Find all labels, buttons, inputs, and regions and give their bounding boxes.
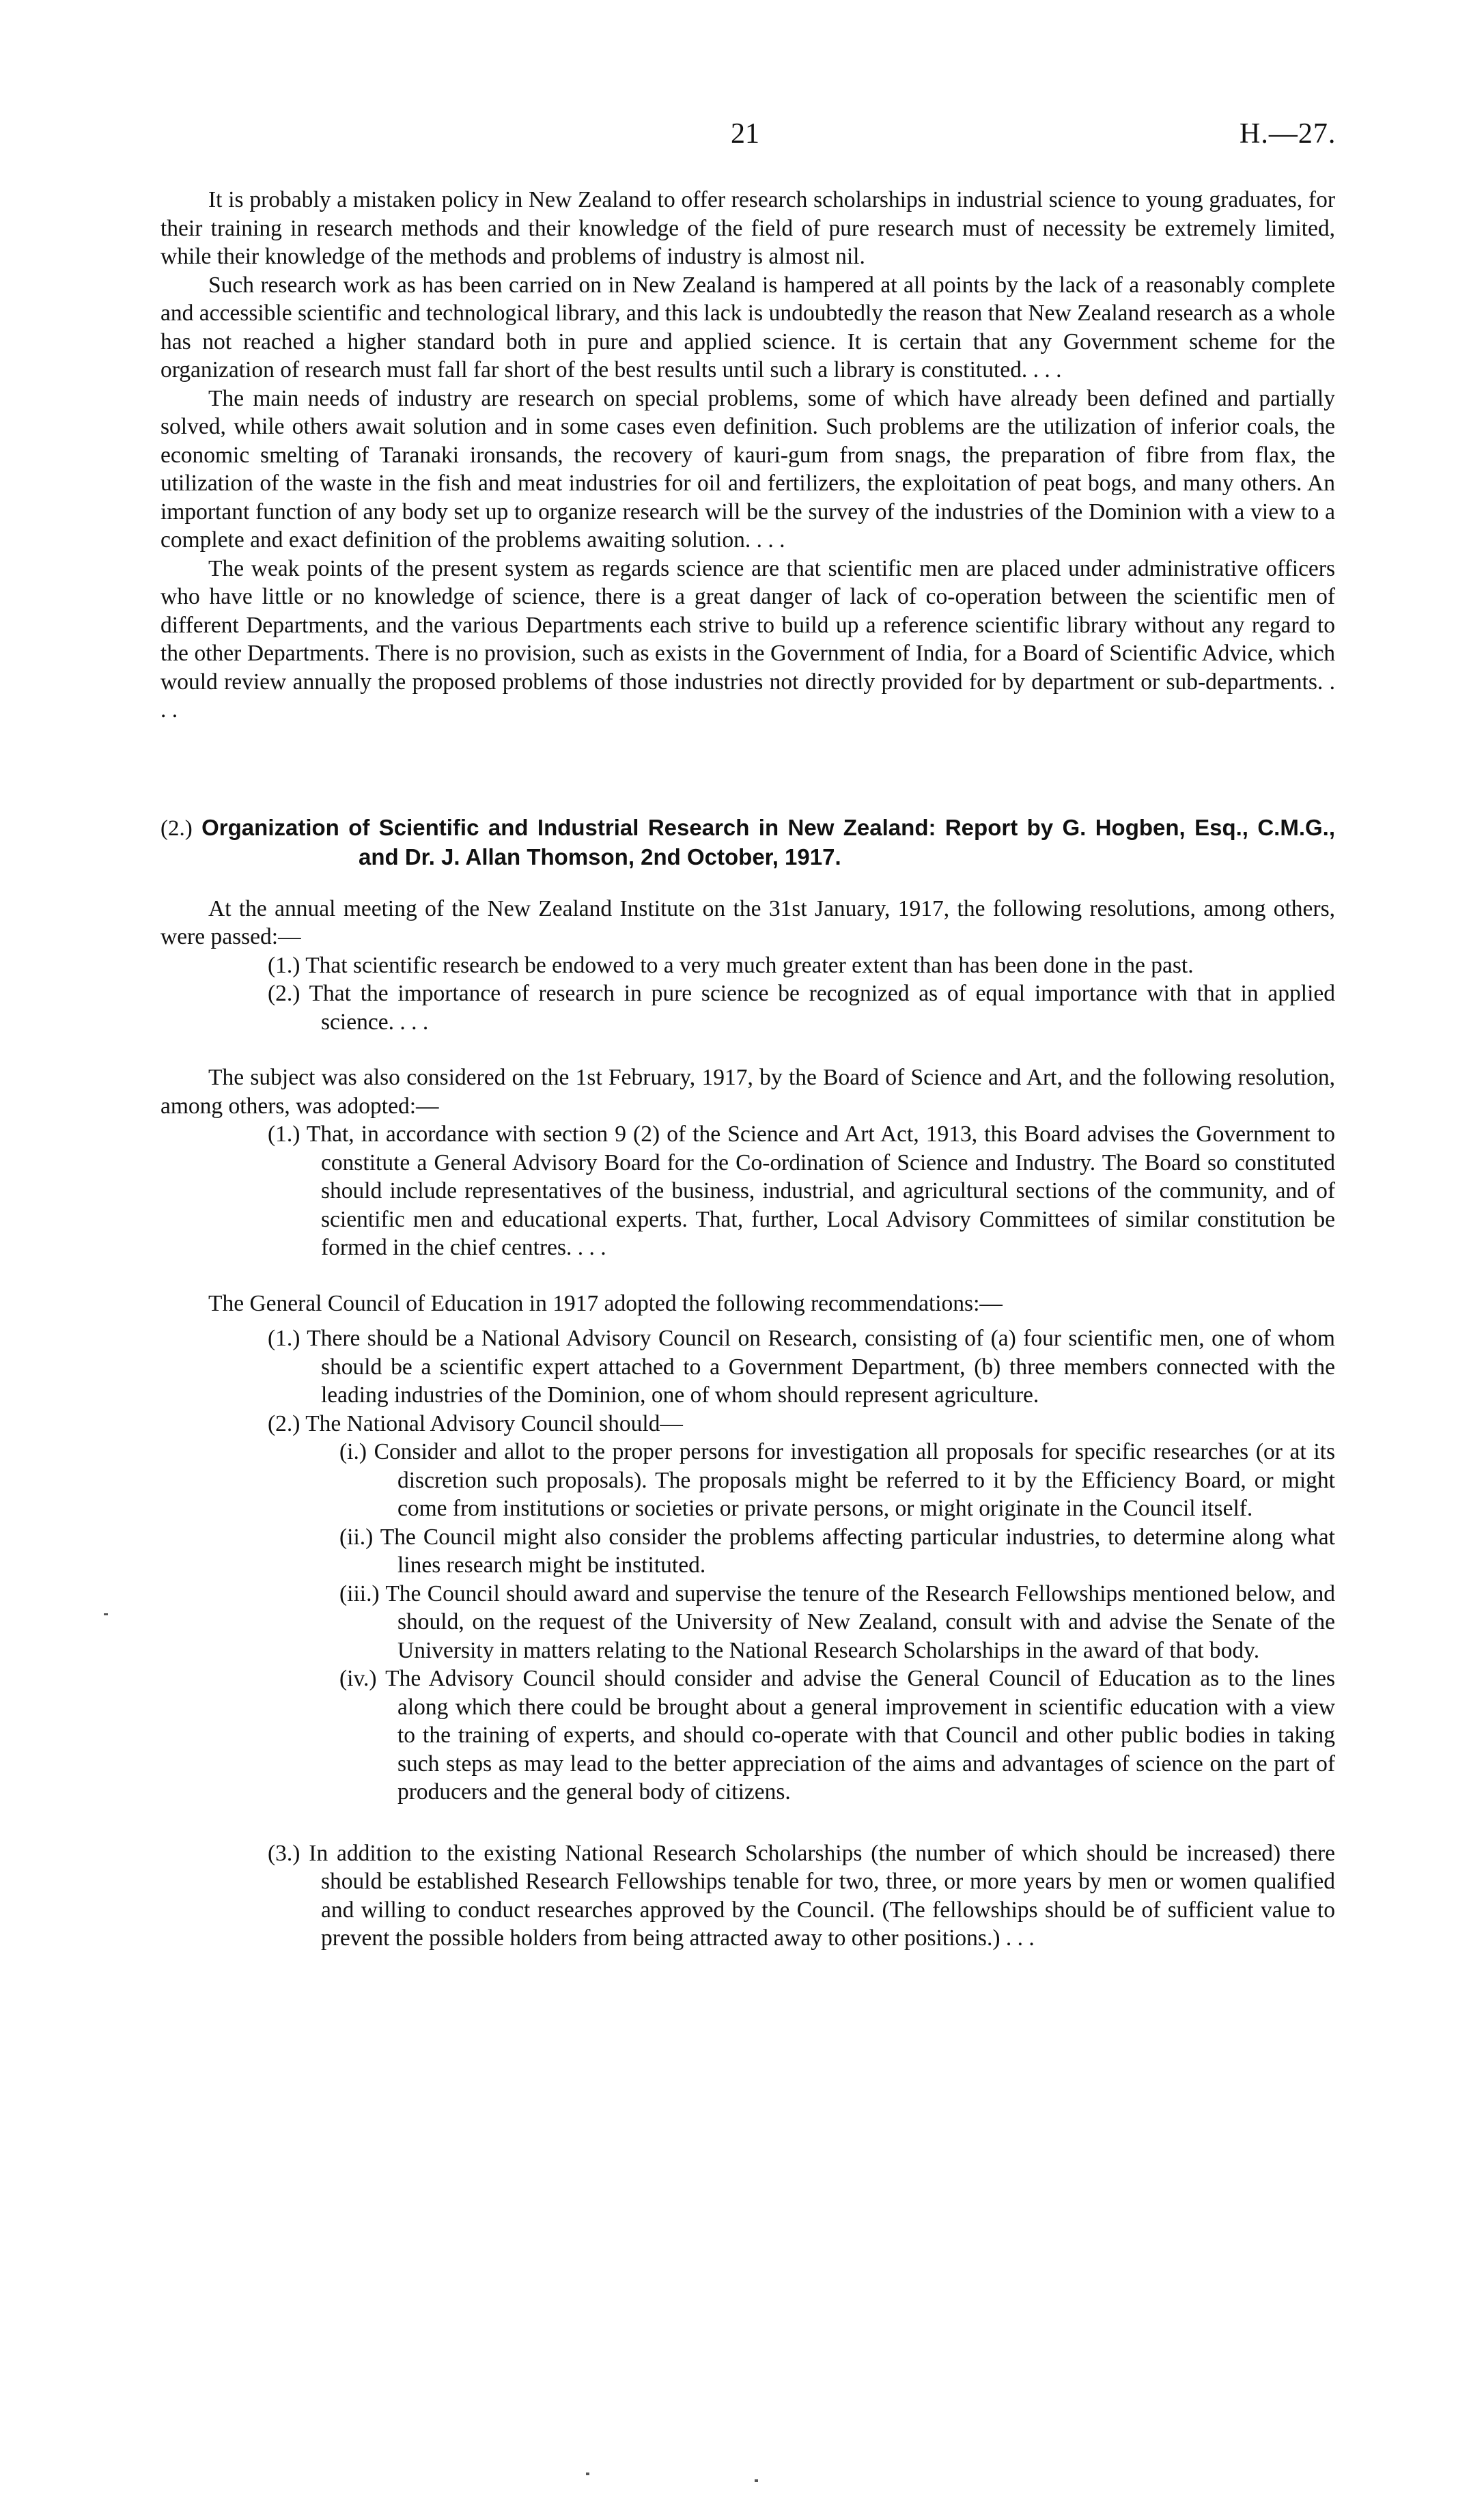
board-intro: The subject was also considered on the 1st February, 1917, by the Board of Science and Art, and the following resolution, among others, was adopted:— <box>160 1065 1335 1119</box>
document-reference: H.—27. <box>1240 118 1336 150</box>
council-recommendation: (3.) In addition to the existing National Research Scholarships (the number of which should be increased) there should be established Research Fellowships tenable for two, three, or more years by men or women qualified and willing to conduct researches approved by the Council. (The fellowships should be of sufficient value to prevent the possible holders from being attracted away to other positions.) . . . <box>268 1840 1335 1951</box>
page-number: 21 <box>731 118 759 150</box>
document-body <box>160 186 1335 1953</box>
council-subitem: (iv.) The Advisory Council should consider and advise the General Council of Education as to the lines along which there could be brought about a general improvement in scientific education with a view to the training of experts, and should co-operate with that Council and other public bodies in taking such steps as may lead to the better appreciation of the aims and advantages of science on the part of producers and the general body of citizens. <box>339 1666 1335 1805</box>
council-intro: The General Council of Education in 1917 adopted the following recommendations:— <box>208 1290 1003 1316</box>
board-resolution: (1.) That, in accordance with section 9 (2) of the Science and Art Act, 1913, this Board advises the Government to constitute a General Advisory Board for the Co-ordination of Science and Industry. The Board so constituted should include representatives of the business, industrial, and agricultural sections of the community, and of scientific men and educational experts. That, further, Local Advisory Committees of similar constitution be formed in the chief centres. . . . <box>268 1122 1335 1260</box>
section-title: Organization of Scientific and Industrial Research in New Zealand: Report by G. Hogben, Esq., C.M.G., and Dr. J. Allan Thomson, 2nd October, 1917. <box>201 814 1336 869</box>
scan-speck <box>755 2479 758 2482</box>
institute-intro: At the annual meeting of the New Zealand Institute on the 31st January, 1917, the following resolutions, among others, were passed:— <box>160 895 1335 949</box>
intro-paragraph: It is probably a mistaken policy in New Zealand to offer research scholarships in industrial science to young graduates, for their training in research methods and their knowledge of the field of pure research must of necessity be extremely limited, while their knowledge of the methods and problems of industry is almost nil. <box>160 187 1335 269</box>
institute-resolution: (1.) That scientific research be endowed to a very much greater extent than has been done in the past. <box>268 952 1194 978</box>
intro-paragraph: The weak points of the present system as regards science are that scientific men are placed under administrative officers who have little or no knowledge of science, there is a great danger of lack of co-operation between the scientific men of different Departments, and the various Departments each strive to build up a reference scientific library without any regard to the other Departments. There is no provision, such as exists in the Government of India, for a Board of Scientific Advice, which would review annually the proposed problems of those industries not directly provided for by department or sub-departments. . . . <box>160 555 1335 723</box>
institute-resolution: (2.) That the importance of research in pure science be recognized as of equal importance with that in applied science. . . . <box>268 981 1335 1035</box>
intro-paragraph: Such research work as has been carried on in New Zealand is hampered at all points by the lack of a reasonably complete and accessible scientific and technological library, and this lack is undoubtedly the reason that New Zealand research as a whole has not reached a higher standard both in pure and applied science. It is certain that any Government scheme for the organization of research must fall far short of the best results until such a library is constituted. . . . <box>160 272 1335 382</box>
page-header <box>0 117 1484 158</box>
council-subitem: (ii.) The Council might also consider the problems affecting particular industries, to determine along what lines research might be instituted. <box>339 1524 1335 1578</box>
intro-paragraph: The main needs of industry are research on special problems, some of which have already been defined and partially solved, while others await solution and in some cases even definition. Such problems are the utilization of inferior coals, the economic smelting of Taranaki ironsands, the recovery of kauri-gum from snags, the preparation of fibre from flax, the utilization of the waste in the fish and meat industries for oil and fertilizers, the exploitation of peat bogs, and many others. An important function of any body set up to organize research will be the survey of the industries of the Dominion with a view to a complete and exact definition of the problems awaiting solution. . . . <box>160 385 1335 553</box>
council-subitem: (i.) Consider and allot to the proper persons for investigation all proposals for specific researches (or at its discretion such proposals). The proposals might be referred to it by the Efficiency Board, or might come from institutions or societies or private persons, or might originate in the Council itself. <box>339 1439 1335 1521</box>
council-subitem: (iii.) The Council should award and supervise the tenure of the Research Fellowships mentioned below, and should, on the request of the University of New Zealand, consult with and advise the Senate of the University in matters relating to the National Research Scholarships in the award of that body. <box>339 1580 1335 1663</box>
scan-speck <box>104 1613 108 1615</box>
scan-speck <box>586 2473 589 2475</box>
section-number: (2.) <box>160 816 193 841</box>
council-recommendation: (2.) The National Advisory Council should— <box>268 1410 683 1436</box>
council-recommendation: (1.) There should be a National Advisory Council on Research, consisting of (a) four scientific men, one of whom should be a scientific expert attached to a Government Department, (b) three members connected with the leading industries of the Dominion, one of whom should represent agriculture. <box>268 1326 1335 1408</box>
section-heading <box>160 813 1335 872</box>
